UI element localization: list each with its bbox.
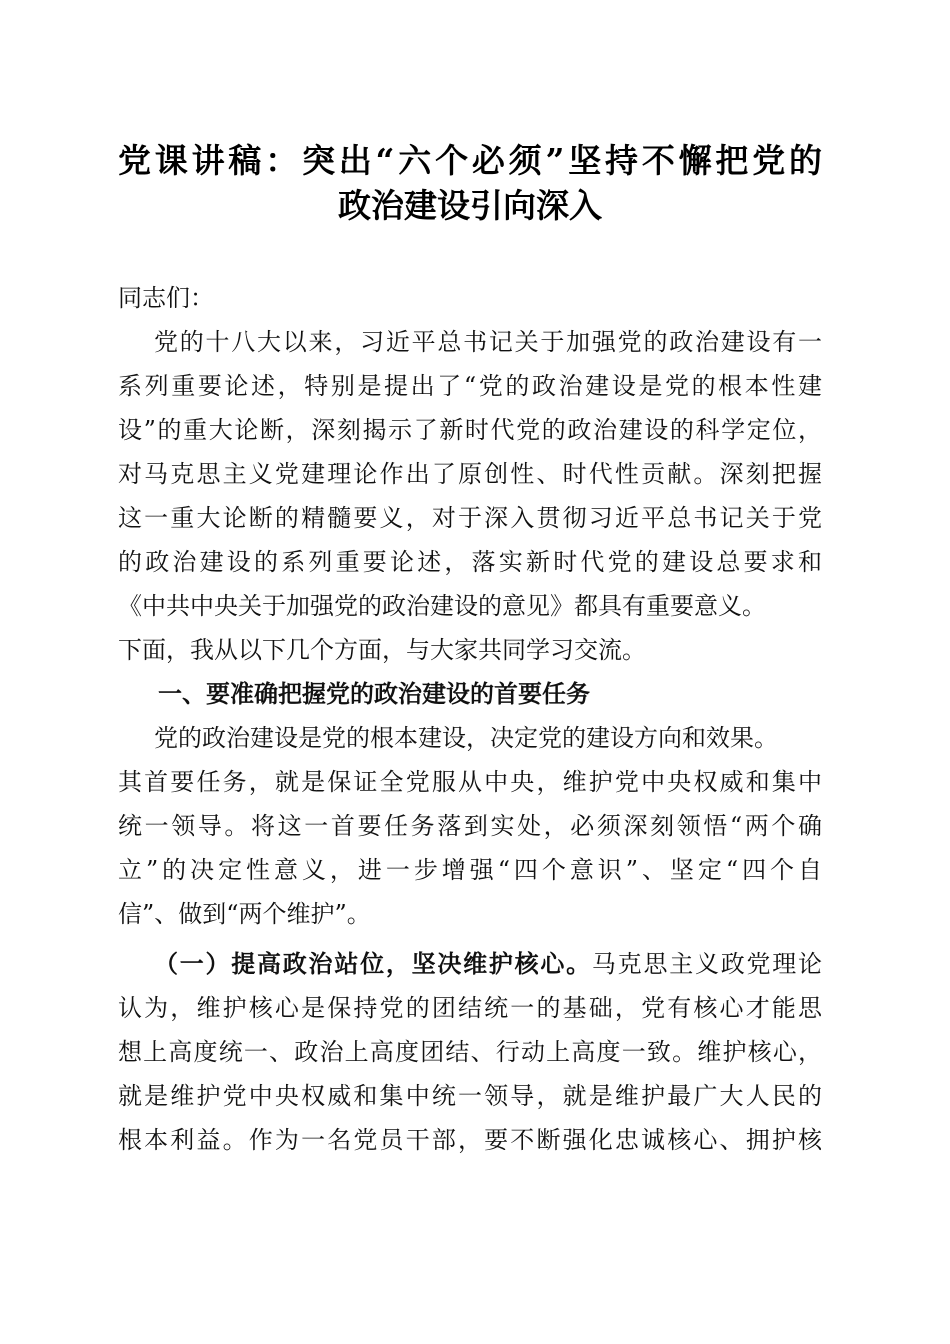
intro-line: 下面，我从以下几个方面，与大家共同学习交流。 <box>118 636 646 664</box>
section-heading: 一、要准确把握党的政治建设的首要任务 <box>158 680 590 708</box>
intro-line: 党的十八大以来，习近平总书记关于加强党的政治建设有一 <box>154 328 822 356</box>
section-line: 立”的决定性意义，进一步增强“四个意识”、坚定“四个自 <box>118 856 822 884</box>
document-body <box>118 276 822 1162</box>
subsection-line: 根本利益。作为一名党员干部，要不断强化忠诚核心、拥护核 <box>118 1126 822 1154</box>
subsection-line: 想上高度统一、政治上高度团结、行动上高度一致。维护核心， <box>118 1038 822 1066</box>
subsection-first-line <box>118 942 822 986</box>
intro-line: 对马克思主义党建理论作出了原创性、时代性贡献。深刻把握 <box>118 460 822 488</box>
subsection-text: 马克思主义政党理论 <box>591 950 823 978</box>
document-title-line-1: 党课讲稿：突出“六个必须”坚持不懈把党的 <box>118 141 822 180</box>
document-title-line-2: 政治建设引向深入 <box>338 186 602 225</box>
subsection-heading: （一）提高政治站位，坚决维护核心。 <box>154 949 592 978</box>
section-line: 党的政治建设是党的根本建设，决定党的建设方向和效果。 <box>154 724 778 752</box>
intro-line: 《中共中央关于加强党的政治建设的意见》都具有重要意义。 <box>118 592 766 620</box>
section-line: 信”、做到“两个维护”。 <box>118 900 371 928</box>
section-line: 其首要任务，就是保证全党服从中央，维护党中央权威和集中 <box>118 768 822 796</box>
subsection-line: 认为，维护核心是保持党的团结统一的基础，党有核心才能思 <box>118 994 822 1022</box>
section-line: 统一领导。将这一首要任务落到实处，必须深刻领悟“两个确 <box>118 812 822 840</box>
intro-line: 的政治建设的系列重要论述，落实新时代党的建设总要求和 <box>118 548 822 576</box>
intro-line: 设”的重大论断，深刻揭示了新时代党的政治建设的科学定位， <box>118 416 822 444</box>
subsection-line: 就是维护党中央权威和集中统一领导，就是维护最广大人民的 <box>118 1082 822 1110</box>
intro-line: 系列重要论述，特别是提出了“党的政治建设是党的根本性建 <box>118 372 822 400</box>
salutation: 同志们： <box>118 284 214 312</box>
intro-line: 这一重大论断的精髓要义，对于深入贯彻习近平总书记关于党 <box>118 504 822 532</box>
